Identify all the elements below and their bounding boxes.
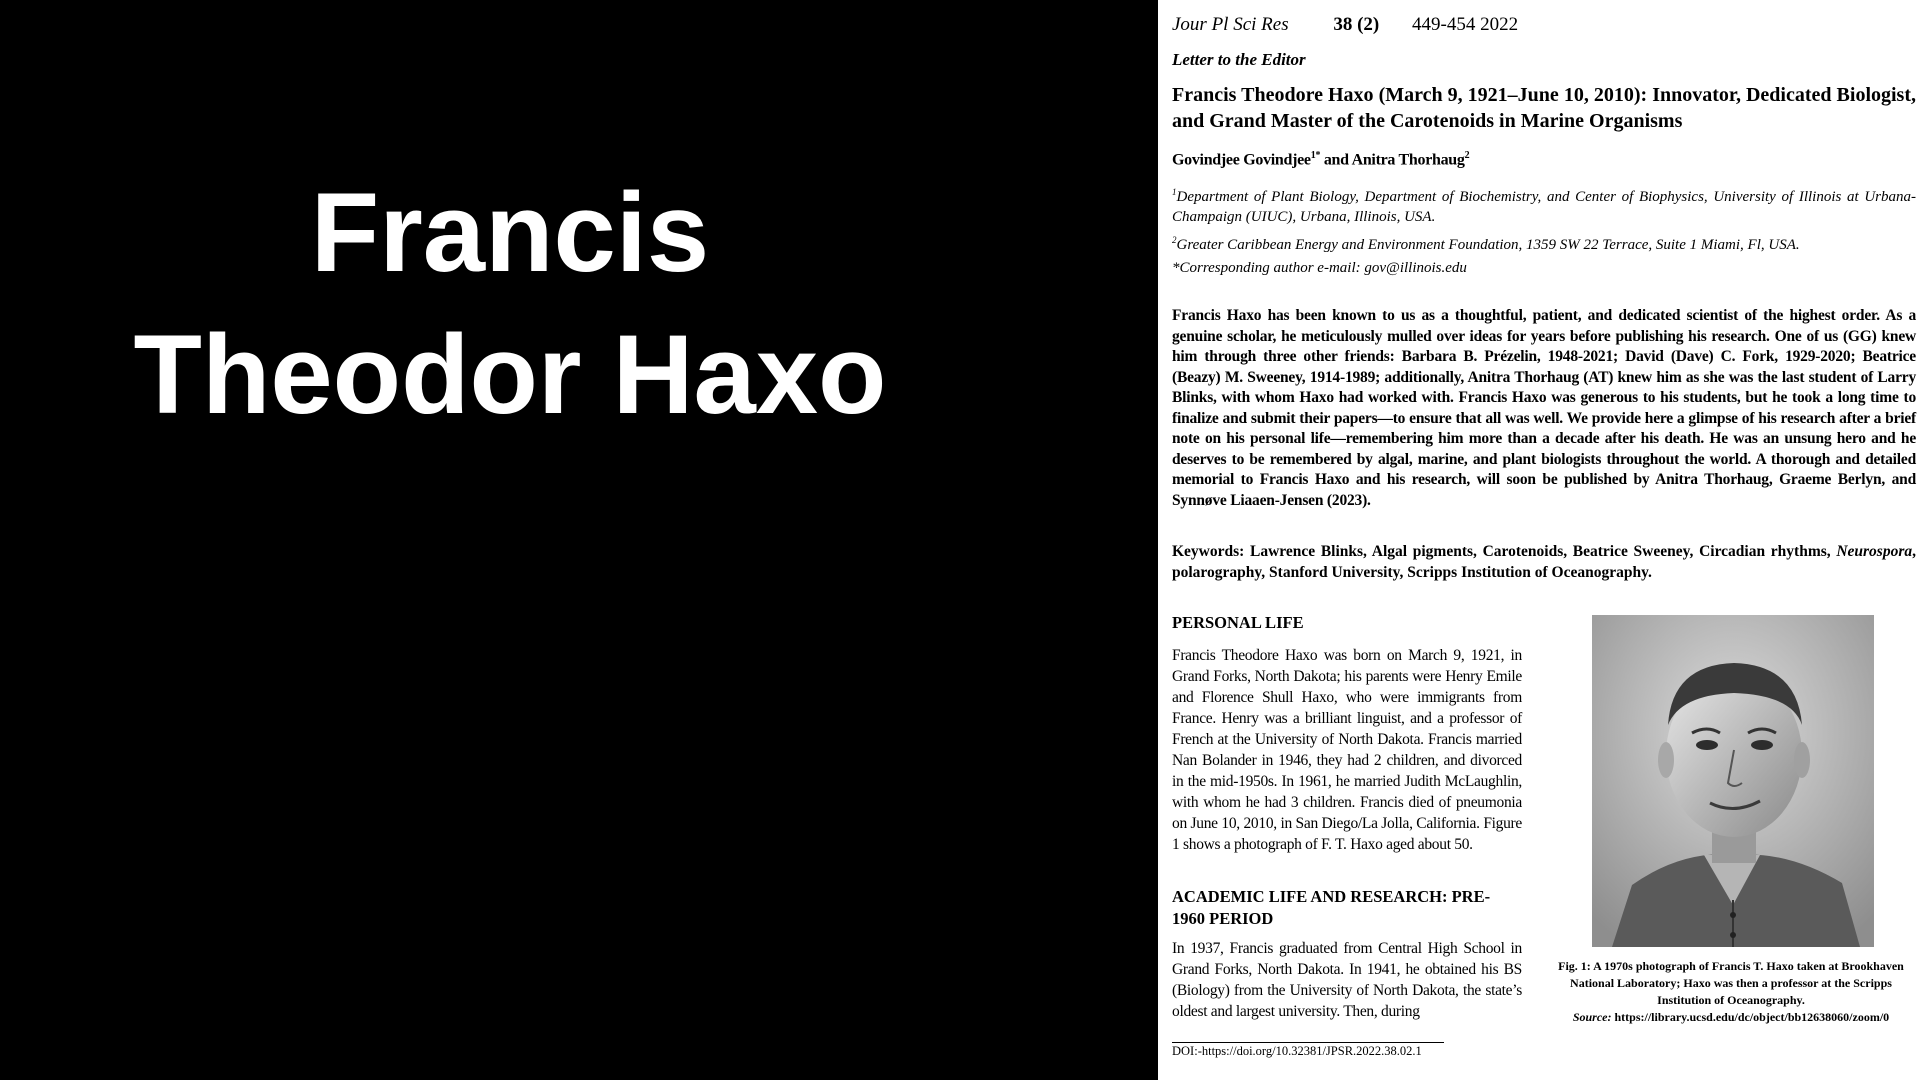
portrait-photo [1592,615,1874,947]
author-1: Govindjee Govindjee [1172,151,1311,169]
author-2: Anitra Thorhaug [1351,151,1465,169]
journal-pages-year: 449-454 2022 [1412,14,1519,35]
figure-source [1556,1010,1906,1025]
author-joiner: and [1320,151,1352,169]
figure-source-url: https://library.ucsd.edu/dc/object/bb12638060/zoom/0 [1611,1010,1890,1024]
figure-source-label: Source: [1572,1010,1612,1024]
affiliation-2-sup: 2 [1172,235,1177,245]
journal-name: Jour Pl Sci Res [1172,14,1289,35]
corresponding-author: *Corresponding author e-mail: gov@illinois.edu [1172,260,1467,276]
affiliation-2-text: Greater Caribbean Energy and Environment Foundation, 1359 SW 22 Terrace, Suite 1 Miami, Fl, USA. [1176,237,1800,253]
keywords-part-2: , polarography, Stanford University, Scripps Institution of Oceanography. [1172,543,1916,581]
slide-title-line-2: Theodor Haxo [133,312,887,437]
keywords [1172,542,1916,583]
section-body-personal-life: Francis Theodore Haxo was born on March 9, 1921, in Grand Forks, North Dakota; his parents were Henry Emile and Florence Shull Haxo, who were immigrants from France. Henry was a brilliant linguist, and a professor of French at the University of North Dakota. Francis married Nan Bolander in 1946, they had 2 children, and divorced in the mid-1950s. In 1961, he married Judith McLaughlin, with whom he had 3 children. Francis died of pneumonia on June 10, 2010, in San Diego/La Jolla, California. Figure 1 shows a photograph of F. T. Haxo aged about 50. [1172,647,1522,853]
affiliation-1 [1172,182,1916,227]
doi-link[interactable]: DOI:-https://doi.org/10.32381/JPSR.2022.38.02.1 [1172,1044,1422,1058]
affiliation-1-sup: 1 [1172,187,1177,197]
slide-title-line-1: Francis [310,170,710,295]
author-list [1172,150,1469,169]
author-2-sup: 2 [1464,150,1470,161]
keywords-italic: Neurospora [1836,543,1913,560]
section-heading-personal-life: PERSONAL LIFE [1172,613,1304,632]
figure-caption: Fig. 1: A 1970s photograph of Francis T. Haxo taken at Brookhaven National Laboratory; Haxo was then a professor at the Scripps Institution of Oceanography. [1558,959,1904,1007]
affiliation-1-text: Department of Plant Biology, Department of Biochemistry, and Center of Biophysics, University of Illinois at Urbana-Champaign (UIUC), Urbana, Illinois, USA. [1172,189,1916,225]
slide-title [0,162,1020,446]
section-body-academic-life: In 1937, Francis graduated from Central High School in Grand Forks, North Dakota. In 1941, he obtained his BS (Biology) from the University of North Dakota, the state’s oldest and largest university. Then, during [1172,940,1522,1020]
paper-title: Francis Theodore Haxo (March 9, 1921–June 10, 2010): Innovator, Dedicated Biologist, and Grand Master of the Carotenoids in Marine Organisms [1172,84,1916,132]
journal-citation [1172,14,1518,36]
paper-page [1158,0,1920,1080]
keywords-part-1: Keywords: Lawrence Blinks, Algal pigments, Carotenoids, Beatrice Sweeney, Circadian rhythms, [1172,543,1837,560]
footnote-rule [1172,1042,1444,1043]
journal-volume: 38 (2) [1333,14,1380,35]
article-type: Letter to the Editor [1172,50,1306,69]
section-heading-academic-life: ACADEMIC LIFE AND RESEARCH: PRE-1960 PERIOD [1172,887,1491,928]
author-1-sup: 1* [1310,150,1321,161]
abstract: Francis Haxo has been known to us as a thoughtful, patient, and dedicated scientist of the highest order. As a genuine scholar, he meticulously mulled over ideas for years before publishing his research. One of us (GG) knew him through three other friends: Barbara B. Prézelin, 1948-2021; David (Dave) C. Fork, 1929-2020; Beatrice (Beazy) M. Sweeney, 1914-1989; additionally, Anitra Thorhaug (AT) knew him as she was the last student of Larry Blinks, with whom Haxo had worked with. Francis Haxo was generous to his students, but he took a long time to finalize and submit their papers—to ensure that all was well. We provide here a glimpse of his research after a brief note on his personal life—remembering him more than a decade after his death. He was an unsung hero and he deserves to be remembered by algal, marine, and plant biologists throughout the world. A thorough and detailed memorial to Francis Haxo and his research, will soon be published by Anitra Thorhaug, Graeme Berlyn, and Synnøve Liaaen-Jensen (2023). [1172,307,1916,509]
affiliation-2 [1172,230,1916,255]
